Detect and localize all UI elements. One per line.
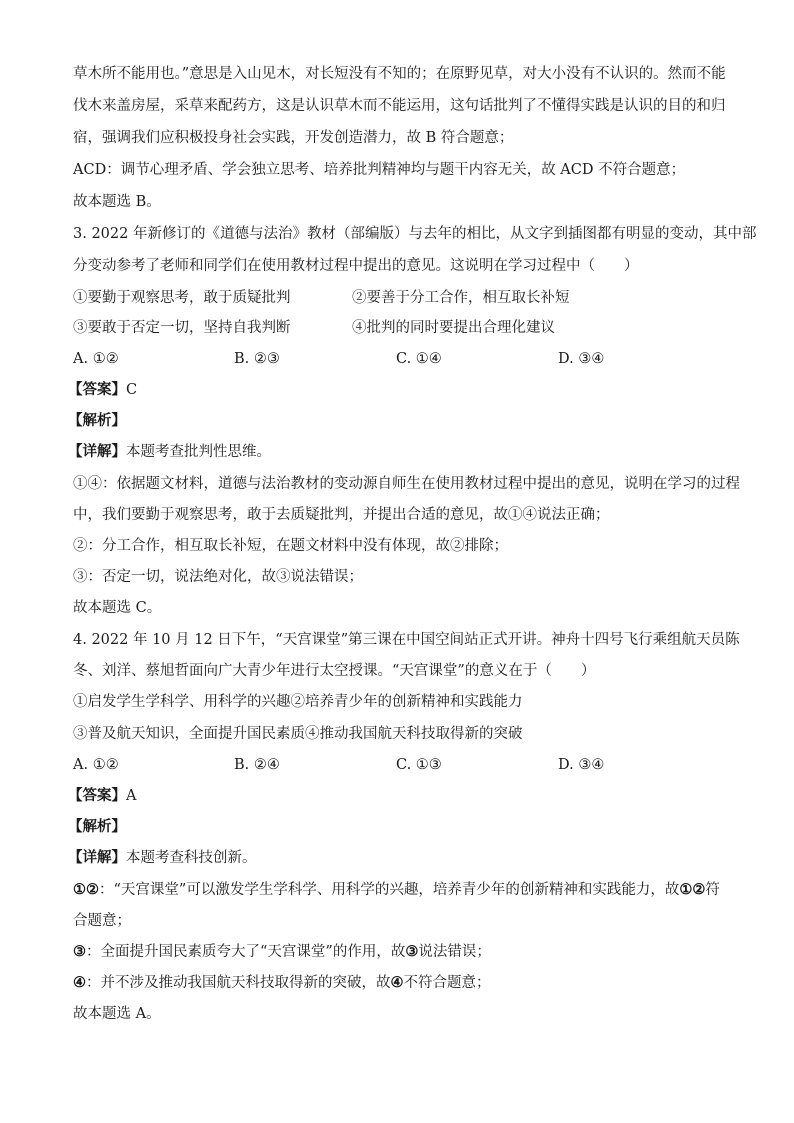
statement-mark: ④: [390, 974, 404, 991]
option-c: C. ①③: [396, 757, 442, 773]
conclusion-line: 故本题选 C。: [73, 600, 162, 616]
question-3-stem: 3. 2022 年新修订的《道德与法治》教材（部编版）与去年的相比，从文字到插图都有明显的变动，其中部: [73, 226, 757, 242]
detail-text: 本题考查科技创新。: [126, 850, 257, 866]
explanation-line: ②：分工合作，相互取长补短，在题文材料中没有体现，故②排除；: [73, 538, 508, 554]
statement-mark: ①②: [679, 881, 706, 898]
detail-tag: 【详解】: [68, 443, 126, 460]
explanation-text: ：全面提升国民素质夸大了“天宫课堂”的作用，故: [86, 944, 406, 960]
explanation-line: ①④：依据题文材料，道德与法治教材的变动源自师生在使用教材过程中提出的意见，说明在学习的过程: [73, 476, 740, 492]
answer-value: C: [126, 382, 138, 398]
option-b: B. ②③: [234, 351, 280, 367]
explanation-text: 不符合题意；: [403, 975, 491, 991]
explanation-line: 宿，强调我们应积极投身社会实践，开发创造潜力，故 B 符合题意；: [73, 130, 514, 146]
option-b: B. ②④: [234, 757, 280, 773]
conclusion-line: 故本题选 A。: [73, 1006, 161, 1022]
explanation-line: ③：否定一切，说法绝对化，故③说法错误；: [73, 569, 363, 585]
explanation-text: ：“天宫课堂”可以激发学生学科学、用科学的兴趣，培养青少年的创新精神和实践能力，故: [99, 882, 680, 898]
detail-line: [68, 848, 718, 868]
statement-mark: ①②: [73, 881, 99, 898]
detail-line: [68, 442, 718, 462]
option-d: D. ③④: [558, 351, 605, 367]
statement-mark: ③: [405, 943, 419, 960]
explanation-line: [73, 973, 723, 993]
explanation-line: [73, 880, 723, 900]
option-c: C. ①④: [396, 351, 442, 367]
question-4-items-row-1: ①启发学生学科学、用科学的兴趣②培养青少年的创新精神和实践能力: [73, 694, 523, 710]
answer-tag: 【答案】: [68, 787, 126, 804]
answer-line: [68, 786, 718, 806]
explanation-text: 符: [705, 882, 720, 898]
explanation-text: 说法错误；: [418, 944, 491, 960]
statement-mark: ④: [73, 974, 86, 991]
statement-1: ①要勤于观察思考，敢于质疑批判: [73, 290, 291, 306]
statement-mark: ③: [73, 943, 86, 960]
explanation-text: ：并不涉及推动我国航天科技取得新的突破，故: [86, 975, 391, 991]
explanation-line: 中，我们要勤于观察思考，敢于去质疑批判，并提出合适的意见，故①④说法正确；: [73, 507, 610, 523]
explanation-line: 草木所不能用也。”意思是入山见木，对长短没有不知的；在原野见草，对大小没有不认识的。然而不能: [73, 66, 726, 82]
answer-tag: 【答案】: [68, 381, 126, 398]
answer-value: A: [126, 788, 137, 804]
question-4-stem-cont: 冬、刘洋、蔡旭哲面向广大青少年进行太空授课。“天宫课堂”的意义在于（ ）: [73, 663, 596, 679]
statement-3: ③要敢于否定一切，坚持自我判断: [73, 320, 291, 336]
detail-text: 本题考查批判性思维。: [126, 444, 271, 460]
option-a: A. ①②: [73, 757, 119, 773]
conclusion-line: 故本题选 B。: [73, 194, 161, 210]
explanation-line: 合题意；: [73, 913, 131, 929]
analysis-tag: 【解析】: [68, 412, 126, 429]
detail-tag: 【详解】: [68, 849, 126, 866]
option-d: D. ③④: [558, 757, 605, 773]
analysis-tag: 【解析】: [68, 818, 126, 835]
statement-2: ②要善于分工合作，相互取长补短: [352, 290, 570, 306]
question-4-stem: 4. 2022 年 10 月 12 日下午，“天宫课堂”第三课在中国空间站正式开讲。神舟十四号飞行乘组航天员陈: [73, 632, 740, 648]
option-a: A. ①②: [73, 351, 119, 367]
explanation-line: 伐木来盖房屋，采草来配药方，这是认识草木而不能运用，这句话批判了不懂得实践是认识的目的和归: [73, 98, 726, 114]
explanation-line: ACD：调节心理矛盾、学会独立思考、培养批判精神均与题干内容无关，故 ACD 不符合题意；: [73, 162, 686, 178]
explanation-line: [73, 942, 723, 962]
answer-line: [68, 380, 718, 400]
statement-4: ④批判的同时要提出合理化建议: [352, 320, 555, 336]
question-4-items-row-2: ③普及航天知识，全面提升国民素质④推动我国航天科技取得新的突破: [73, 726, 523, 742]
question-3-stem-cont: 分变动参考了老师和同学们在使用教材过程中提出的意见。这说明在学习过程中（ ）: [73, 258, 639, 274]
